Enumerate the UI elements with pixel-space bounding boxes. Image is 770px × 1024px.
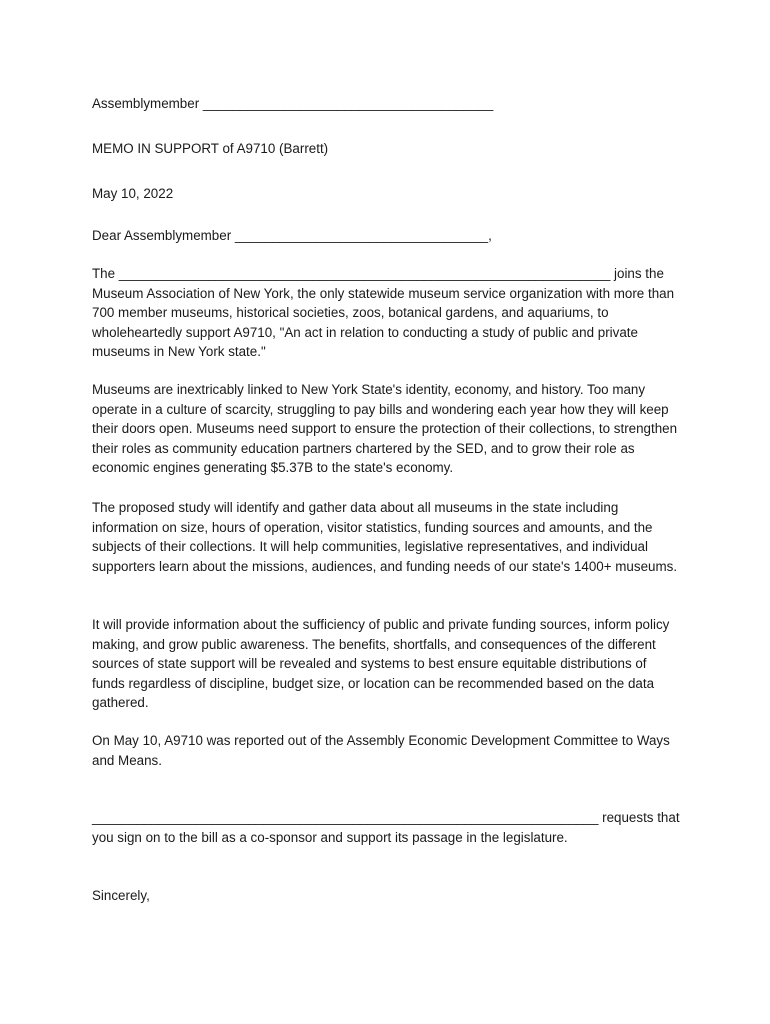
closing: Sincerely, <box>92 888 150 903</box>
paragraph-museums-context: Museums are inextricably linked to New York State's identity, economy, and history. Too many operate in a culture of scarcity, struggling to pay bills and wondering each year how they will keep their doors open. Museums need support to ensure the protection of their collections, to strengthen their roles as community education partners chartered by the SED, and to grow their role as economic engines generating $5.37B to the state's economy. <box>92 382 678 475</box>
paragraph-proposed-study: The proposed study will identify and gather data about all museums in the state including information on size, hours of operation, visitor statistics, funding sources and amounts, and the subjects of their collections. It will help communities, legislative representatives, and individual supporters learn about the missions, audiences, and funding needs of our state's 1400+ museums. <box>92 500 678 574</box>
paragraph-status: On May 10, A9710 was reported out of the Assembly Economic Development Committee to Ways and Means. <box>92 733 670 768</box>
memo-date: May 10, 2022 <box>92 186 174 201</box>
memo-heading: MEMO IN SUPPORT of A9710 (Barrett) <box>92 141 329 156</box>
paragraph-request: ____________________________________________________________________ requests that you sign on to the bill as a co-sponsor and support its passage in the legislature. <box>92 810 680 845</box>
salutation: Dear Assemblymember __________________________________, <box>92 228 492 243</box>
paragraph-intro: The __________________________________________________________________ joins the Museum Association of New York, the only statewide museum service organization with more than 700 member museums, historical societies, zoos, botanical gardens, and aquariums, to wholeheartedly support A9710, "An act in relation to conducting a study of public and private museums in New York state." <box>92 266 675 359</box>
recipient-line: Assemblymember _______________________________________ <box>92 96 494 111</box>
paragraph-funding-info: It will provide information about the sufficiency of public and private funding sources, inform policy making, and grow public awareness. The benefits, shortfalls, and consequences of the different sources of state support will be revealed and systems to best ensure equitable distributions of funds regardless of discipline, budget size, or location can be recommended based on the data gathered. <box>92 617 670 710</box>
